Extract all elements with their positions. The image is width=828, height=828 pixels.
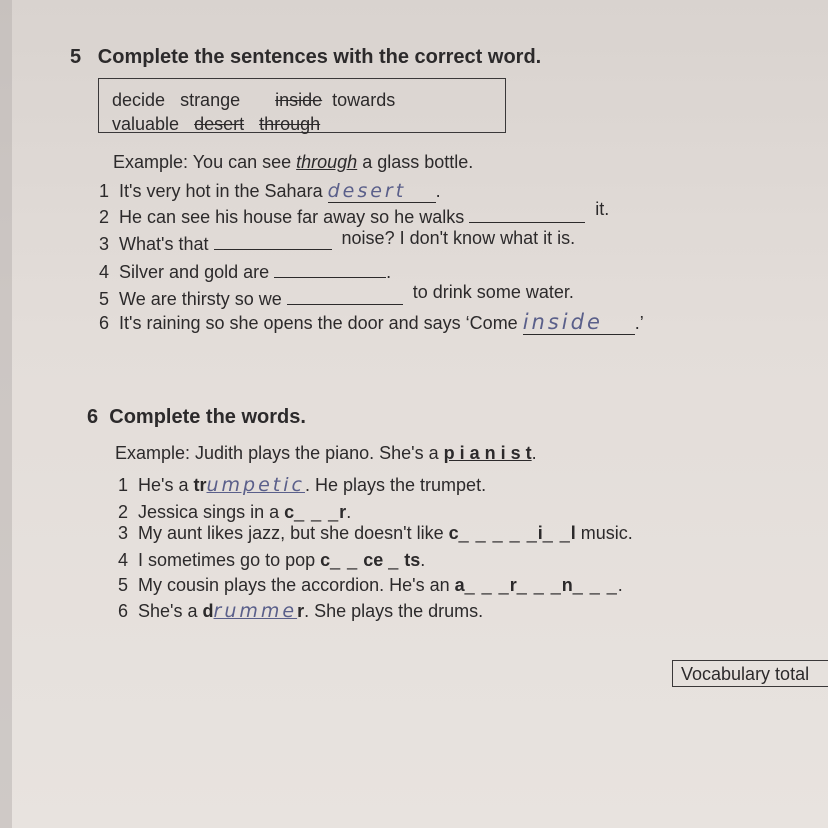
vocabulary-total-box — [672, 660, 828, 687]
answer-line[interactable] — [274, 277, 386, 278]
exercise-title: Complete the words. — [109, 406, 306, 428]
sentence-text: My aunt likes jazz, but she doesn't like — [138, 523, 449, 543]
example-text: Example: Judith plays the piano. She's a — [115, 443, 444, 463]
item-number: 1 — [99, 181, 110, 201]
given-letters: r — [339, 502, 347, 522]
word-item-6 — [118, 600, 483, 622]
letter-blanks[interactable]: _ _ — [542, 523, 571, 543]
exercise-5-example — [113, 152, 473, 173]
example-text: a glass bottle. — [357, 152, 474, 172]
item-number: 5 — [118, 575, 129, 595]
given-letters: ts — [404, 550, 421, 570]
word-crossed-out: inside — [275, 90, 323, 110]
sentence-text: . She plays the drums. — [304, 601, 484, 621]
answer-line[interactable] — [523, 310, 635, 335]
letter-blanks[interactable]: _ _ — [330, 550, 359, 570]
sentence-text: to drink some water. — [412, 282, 574, 302]
answer-line[interactable] — [328, 180, 436, 203]
answer-line[interactable] — [214, 249, 332, 250]
word: strange — [180, 90, 241, 110]
sentence-text: . He plays the trumpet. — [304, 475, 487, 495]
vocabulary-total-label: Vocabulary total — [681, 664, 810, 684]
word-box-row-2 — [112, 114, 320, 135]
sentence-text: . — [420, 550, 426, 570]
exercise-6-example — [115, 443, 537, 464]
sentence-text: . — [435, 181, 441, 201]
word-item-1 — [118, 474, 486, 496]
sentence-4 — [99, 262, 391, 283]
given-letters: c — [320, 550, 331, 570]
sentence-6 — [99, 310, 644, 335]
word: valuable — [112, 114, 180, 134]
exercise-number: 6 — [87, 406, 99, 428]
letter-blanks[interactable]: _ _ _ — [464, 575, 510, 595]
example-answer: through — [296, 152, 358, 172]
word: towards — [332, 90, 396, 110]
sentence-text: Jessica sings in a — [138, 502, 285, 522]
letter-blanks[interactable]: _ _ _ _ _ — [458, 523, 538, 543]
sentence-text: It's very hot in the Sahara — [119, 181, 328, 201]
word-item-4 — [118, 550, 425, 571]
exercise-6-heading — [87, 406, 306, 429]
given-letters: r — [297, 601, 305, 621]
handwritten-answer: inside — [522, 310, 603, 334]
word-box-row-1 — [112, 90, 395, 111]
item-number: 4 — [118, 550, 129, 570]
sentence-text: . — [346, 502, 352, 522]
example-text: Example: You can see — [113, 152, 297, 172]
answer-line[interactable] — [287, 304, 403, 305]
exercise-number: 5 — [70, 46, 82, 68]
sentence-text: We are thirsty so we — [119, 289, 287, 309]
word-item-3 — [118, 523, 633, 544]
item-number: 2 — [99, 207, 110, 227]
handwritten-answer[interactable]: umpetic — [206, 474, 305, 496]
word-item-2 — [118, 502, 351, 523]
given-letters: d — [202, 601, 214, 621]
sentence-text: .’ — [634, 313, 644, 333]
exercise-title: Complete the sentences with the correct word. — [97, 46, 542, 68]
given-letters: c — [284, 502, 295, 522]
word: decide — [112, 90, 166, 110]
sentence-text: . — [386, 262, 392, 282]
example-answer: p i a n i s t — [443, 443, 532, 463]
letter-blanks[interactable]: _ _ _ — [572, 575, 618, 595]
word-crossed-out: through — [259, 114, 321, 134]
item-number: 3 — [99, 234, 110, 254]
sentence-1 — [99, 180, 441, 203]
given-letters: n — [561, 575, 573, 595]
page-edge-shadow — [0, 0, 12, 828]
item-number: 6 — [99, 313, 110, 333]
example-text: . — [531, 443, 537, 463]
sentence-text: music. — [575, 523, 633, 543]
given-letters: c — [448, 523, 459, 543]
sentence-5 — [99, 282, 574, 310]
sentence-text: What's that — [119, 234, 214, 254]
letter-blanks[interactable]: _ _ _ — [516, 575, 562, 595]
given-letters: r — [509, 575, 517, 595]
given-letters: i — [537, 523, 543, 543]
letter-blanks[interactable]: _ — [388, 550, 400, 570]
handwritten-answer: desert — [327, 180, 407, 202]
sentence-text: it. — [595, 199, 610, 219]
given-letters: a — [454, 575, 465, 595]
letter-blanks[interactable]: _ _ _ — [294, 502, 340, 522]
sentence-text: Silver and gold are — [119, 262, 275, 282]
item-number: 4 — [99, 262, 110, 282]
item-number: 3 — [118, 523, 129, 543]
given-letters: ce — [363, 550, 384, 570]
sentence-text: My cousin plays the accordion. He's an — [138, 575, 455, 595]
item-number: 6 — [118, 601, 129, 621]
sentence-2 — [99, 199, 610, 228]
item-number: 5 — [99, 289, 110, 309]
sentence-text: . — [617, 575, 623, 595]
sentence-text: It's raining so she opens the door and says ‘Come — [119, 313, 523, 333]
sentence-text: noise? I don't know what it is. — [341, 228, 576, 248]
word-item-5 — [118, 575, 623, 596]
handwritten-answer[interactable]: rumme — [213, 600, 298, 622]
exercise-5-heading — [70, 46, 541, 69]
sentence-text: He's a — [138, 475, 194, 495]
sentence-text: I sometimes go to pop — [138, 550, 321, 570]
given-letters: tr — [193, 475, 207, 495]
answer-line[interactable] — [469, 222, 585, 223]
word-crossed-out: desert — [194, 114, 245, 134]
item-number: 1 — [118, 475, 129, 495]
item-number: 2 — [118, 502, 129, 522]
given-letters: l — [570, 523, 576, 543]
sentence-text: He can see his house far away so he walks — [119, 207, 470, 227]
sentence-3 — [99, 228, 576, 255]
sentence-text: She's a — [138, 601, 203, 621]
